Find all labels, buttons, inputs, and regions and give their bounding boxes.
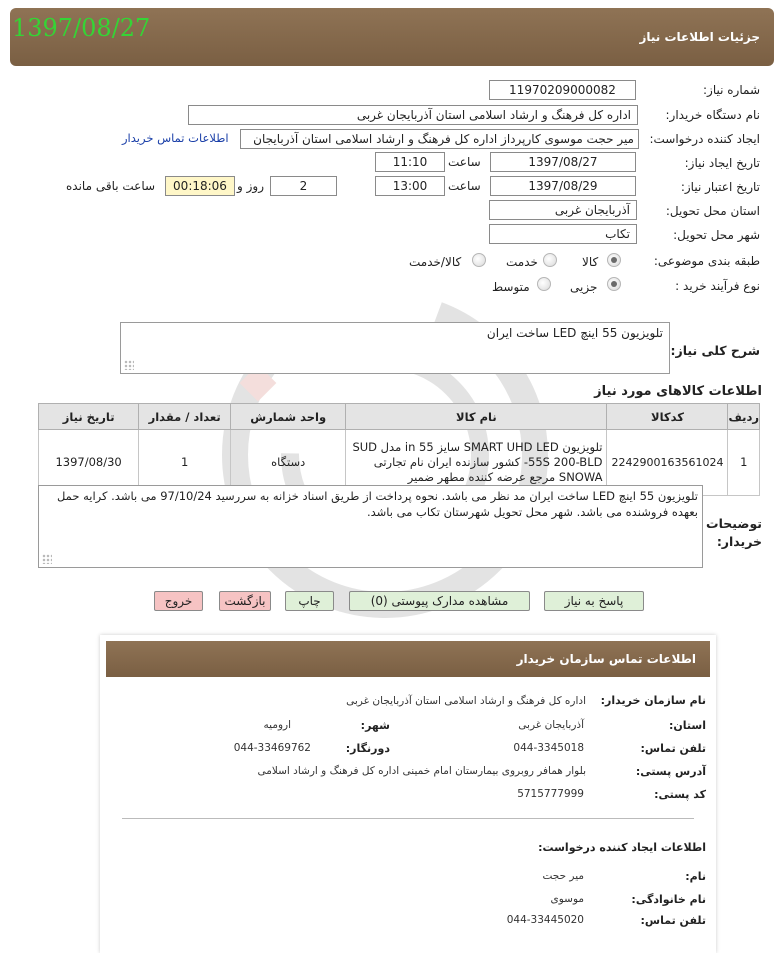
contact-phone-label: تلفن تماس:	[640, 742, 706, 755]
contact-org-label: نام سازمان خریدار:	[600, 694, 706, 707]
remaining-days-field[interactable]: 2	[270, 176, 337, 196]
province-field[interactable]: آذربایجان غربی	[489, 200, 637, 220]
category-radio-goods[interactable]	[607, 253, 621, 267]
city-label: شهر محل تحویل:	[673, 228, 760, 242]
contact-postal-value: 5715777999	[517, 788, 584, 800]
cell-code: 2242900163561024	[607, 430, 728, 496]
buyer-notes-text: تلویزیون 55 اینچ LED ساخت ایران مد نظر می باشد. نحوه پرداخت از طریق اسناد خزانه به سررسید 97/10/24 می باشد. کرایه حمل بعهده فروشنده می باشد. شهر محل تحویل شهرستان تکاب می باشد.	[56, 489, 698, 519]
contact-city-label: شهر:	[360, 719, 390, 732]
contact-panel	[100, 635, 716, 953]
creator-phone-label: تلفن تماس:	[640, 914, 706, 927]
col-header-date: تاریخ نیاز	[39, 404, 139, 430]
buyer-notes-label: توضیحات خریدار:	[706, 516, 762, 549]
contact-org-value: اداره کل فرهنگ و ارشاد اسلامی استان آذربایجان غربی	[346, 695, 586, 707]
need-number-label: شماره نیاز:	[703, 83, 760, 97]
col-header-code: کدکالا	[607, 404, 728, 430]
col-header-qty: تعداد / مقدار	[139, 404, 231, 430]
created-date-field[interactable]: 1397/08/27	[490, 152, 636, 172]
process-radio-minor[interactable]	[607, 277, 621, 291]
process-option-medium: متوسط	[492, 280, 530, 294]
category-option-service: خدمت	[506, 255, 538, 269]
contact-fax-value: 044-33469762	[233, 742, 311, 754]
validity-time-label: ساعت	[448, 179, 481, 193]
contact-city-value: ارومیه	[263, 719, 291, 731]
attachments-button[interactable]: مشاهده مدارک پیوستی (0)	[349, 591, 530, 611]
created-date-label: تاریخ ایجاد نیاز:	[684, 156, 760, 170]
section-divider	[122, 818, 694, 819]
contact-fax-label: دورنگار:	[345, 742, 390, 755]
summary-textarea[interactable]	[120, 322, 670, 374]
process-radio-medium[interactable]	[537, 277, 551, 291]
reply-button[interactable]: پاسخ به نیاز	[544, 591, 644, 611]
cell-row-number: 1	[728, 430, 760, 496]
creator-first-name-label: نام:	[685, 870, 706, 883]
need-number-field[interactable]: 11970209000082	[489, 80, 636, 100]
validity-date-label: تاریخ اعتبار نیاز:	[680, 180, 760, 194]
exit-button[interactable]: خروج	[154, 591, 203, 611]
items-table	[38, 403, 760, 496]
requester-label: ایجاد کننده درخواست:	[649, 132, 760, 146]
summary-label: شرح کلی نیاز:	[670, 343, 760, 358]
validity-time-field[interactable]: 13:00	[375, 176, 445, 196]
summary-text: تلویزیون 55 اینچ LED ساخت ایران	[486, 326, 663, 340]
created-time-field[interactable]: 11:10	[375, 152, 445, 172]
buyer-org-label: نام دستگاه خریدار:	[665, 108, 760, 122]
category-option-goods: کالا	[582, 255, 599, 269]
days-label: روز و	[237, 179, 264, 193]
cell-unit: دستگاه	[231, 430, 346, 496]
page-title: جزئیات اطلاعات نیاز	[639, 30, 760, 44]
process-option-minor: جزیی	[570, 280, 598, 294]
remaining-label: ساعت باقی مانده	[66, 179, 156, 193]
contact-province-label: استان:	[669, 719, 706, 732]
resize-handle-icon[interactable]	[124, 360, 134, 370]
creator-last-name-label: نام خانوادگی:	[631, 893, 706, 906]
items-section-title: اطلاعات کالاهای مورد نیاز	[594, 384, 762, 399]
cell-name: تلویزیون SMART UHD LED سایز 55 in مدل SUD -55S 200-BLD کشور سازنده ایران نام تجارتی SNOWA مرجع عرضه کننده مطهر ضمیر	[346, 430, 607, 496]
col-header-name: نام کالا	[346, 404, 607, 430]
contact-panel-title: اطلاعات تماس سازمان خریدار	[106, 641, 710, 677]
province-label: استان محل تحویل:	[665, 204, 760, 218]
contact-postal-label: کد پستی:	[654, 788, 706, 801]
category-radio-service[interactable]	[543, 253, 557, 267]
category-option-goods-service: کالا/خدمت	[409, 255, 462, 269]
city-field[interactable]: تکاب	[489, 224, 637, 244]
buyer-notes-textarea[interactable]	[38, 485, 703, 568]
items-table-header-row	[39, 404, 760, 430]
created-time-label: ساعت	[448, 155, 481, 169]
category-label: طبقه بندی موضوعی:	[653, 254, 760, 268]
remaining-time-field: 00:18:06	[165, 176, 235, 196]
contact-address-value: بلوار همافر روبروی بیمارستان امام خمینی اداره کل فرهنگ و ارشاد اسلامی	[257, 765, 586, 777]
back-button[interactable]: بازگشت	[219, 591, 271, 611]
col-header-unit: واحد شمارش	[231, 404, 346, 430]
creator-first-name-value: میر حجت	[542, 870, 584, 882]
resize-handle-icon[interactable]	[42, 554, 52, 564]
col-header-row-number: ردیف	[728, 404, 760, 430]
process-label: نوع فرآیند خرید :	[675, 279, 760, 293]
creator-last-name-value: موسوی	[550, 893, 584, 905]
category-radio-goods-service[interactable]	[472, 253, 486, 267]
validity-date-field[interactable]: 1397/08/29	[490, 176, 636, 196]
contact-province-value: آذربایجان غربی	[518, 719, 584, 731]
date-stamp: 1397/08/27	[12, 14, 151, 42]
creator-phone-value: 044-33445020	[506, 914, 584, 926]
contact-phone-value: 044-3345018	[513, 742, 584, 754]
print-button[interactable]: چاپ	[285, 591, 334, 611]
cell-date: 1397/08/30	[39, 430, 139, 496]
creator-section-title: اطلاعات ایجاد کننده درخواست:	[538, 841, 706, 854]
requester-field[interactable]: میر حجت موسوی کارپرداز اداره کل فرهنگ و ارشاد اسلامی استان آذربایجان	[240, 129, 639, 149]
cell-qty: 1	[139, 430, 231, 496]
contact-address-label: آدرس پستی:	[635, 765, 706, 778]
buyer-org-field[interactable]: اداره کل فرهنگ و ارشاد اسلامی استان آذربایجان غربی	[188, 105, 638, 125]
buyer-contact-link[interactable]: اطلاعات تماس خریدار	[122, 131, 229, 145]
